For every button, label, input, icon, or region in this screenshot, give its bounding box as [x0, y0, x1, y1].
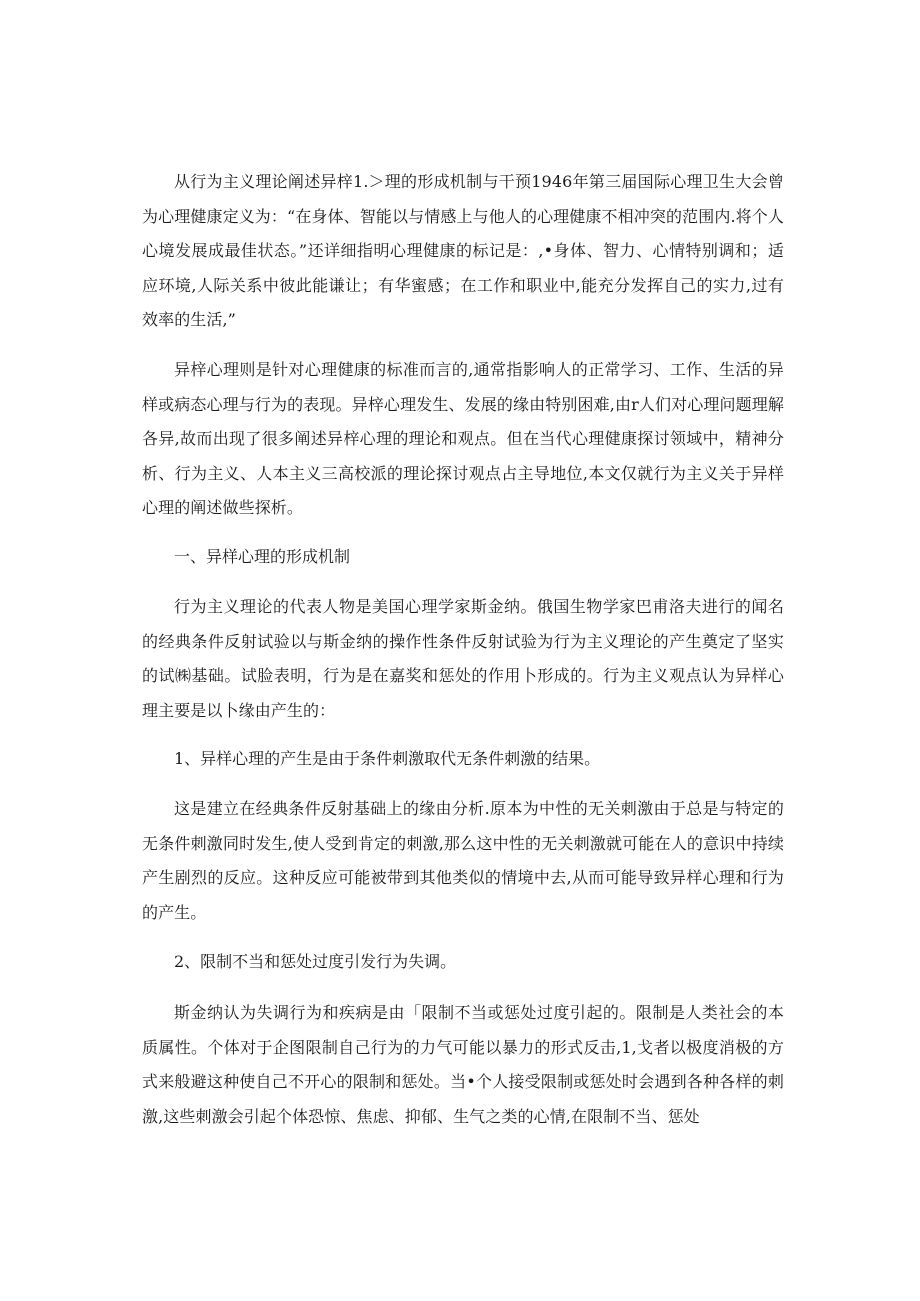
paragraph-intro: 从行为主义理论阐述异梓1.＞理的形成机制与干预1946年第三届国际心理卫生大会曾为心理健康定义为：“在身体、智能以与情感上与他人的心理健康不相冲突的范围内.将个人心境发展成最佳状态。”还详细指明心理健康的标记是：,•身体、智力、心情特别调和；适应环境,人际关系中彼此能谦让；有华蜜感；在工作和职业中,能充分发挥自己的实力,过有效率的生活,”	[142, 172, 784, 329]
subheading-conditioned-stimulus: 1、异样心理的产生是由于条件刺激取代无条件刺激的结果。	[174, 749, 601, 768]
section-heading-formation-mechanism: 一、异样心理的形成机制	[174, 547, 351, 566]
paragraph-skinner-control: 斯金纳认为失调行为和疾病是由「限制不当或惩处过度引起的。限制是人类社会的本质属性。个体对于企图限制自己行为的力气可能以暴力的形式反击,1,戈者以极度消极的方式来般避这种使自己不开心的限制和惩处。当•个人接受限制或惩处时会遇到各种各样的刺激,这些刺激会引起个体恐惊、焦虑、抑郁、生气之类的心情,在限制不当、惩处	[142, 1003, 784, 1126]
subheading-control-punishment: 2、限制不当和惩处过度引发行为失调。	[174, 952, 457, 971]
paragraph-classical-conditioning: 这是建立在经典条件反射基础上的缘由分析.原本为中性的无关刺激由于总是与特定的无条件刺激同时发生,使人受到肯定的刺激,那么这中性的无关刺激就可能在人的意识中持续产生剧烈的反应。这种反应可能被带到其他类似的情境中去,从而可能导致异样心理和行为的产生。	[142, 799, 784, 922]
paragraph-behaviorism-representative: 行为主义理论的代表人物是美国心理学家斯金纳。俄国生物学家巴甫洛夫进行的闻名的经典条件反射试验以与斯金纳的操作性条件反射试验为行为主义理论的产生奠定了坚实的试㈱基础。试脸表明，行为是在嘉奖和惩处的作用卜形成的。行为主义观点认为异样心理主要是以卜缘由产生的：	[142, 597, 784, 720]
paragraph-abnormal-definition: 异梓心理则是针对心理健康的标准而言的,通常指影响人的正常学习、工作、生活的异样或病态心理与行为的表现。异梓心理发生、发展的缘由特别困难,由r人们对心理问题理解各异,故而出现了很多阐述异梓心理的理论和观点。但在当代心理健康探讨领域中，精神分析、行为主义、人本主义三高校派的理论探讨观点占主导地位,本文仅就行为主义关于异样心理的阐述做些探析。	[142, 360, 784, 517]
